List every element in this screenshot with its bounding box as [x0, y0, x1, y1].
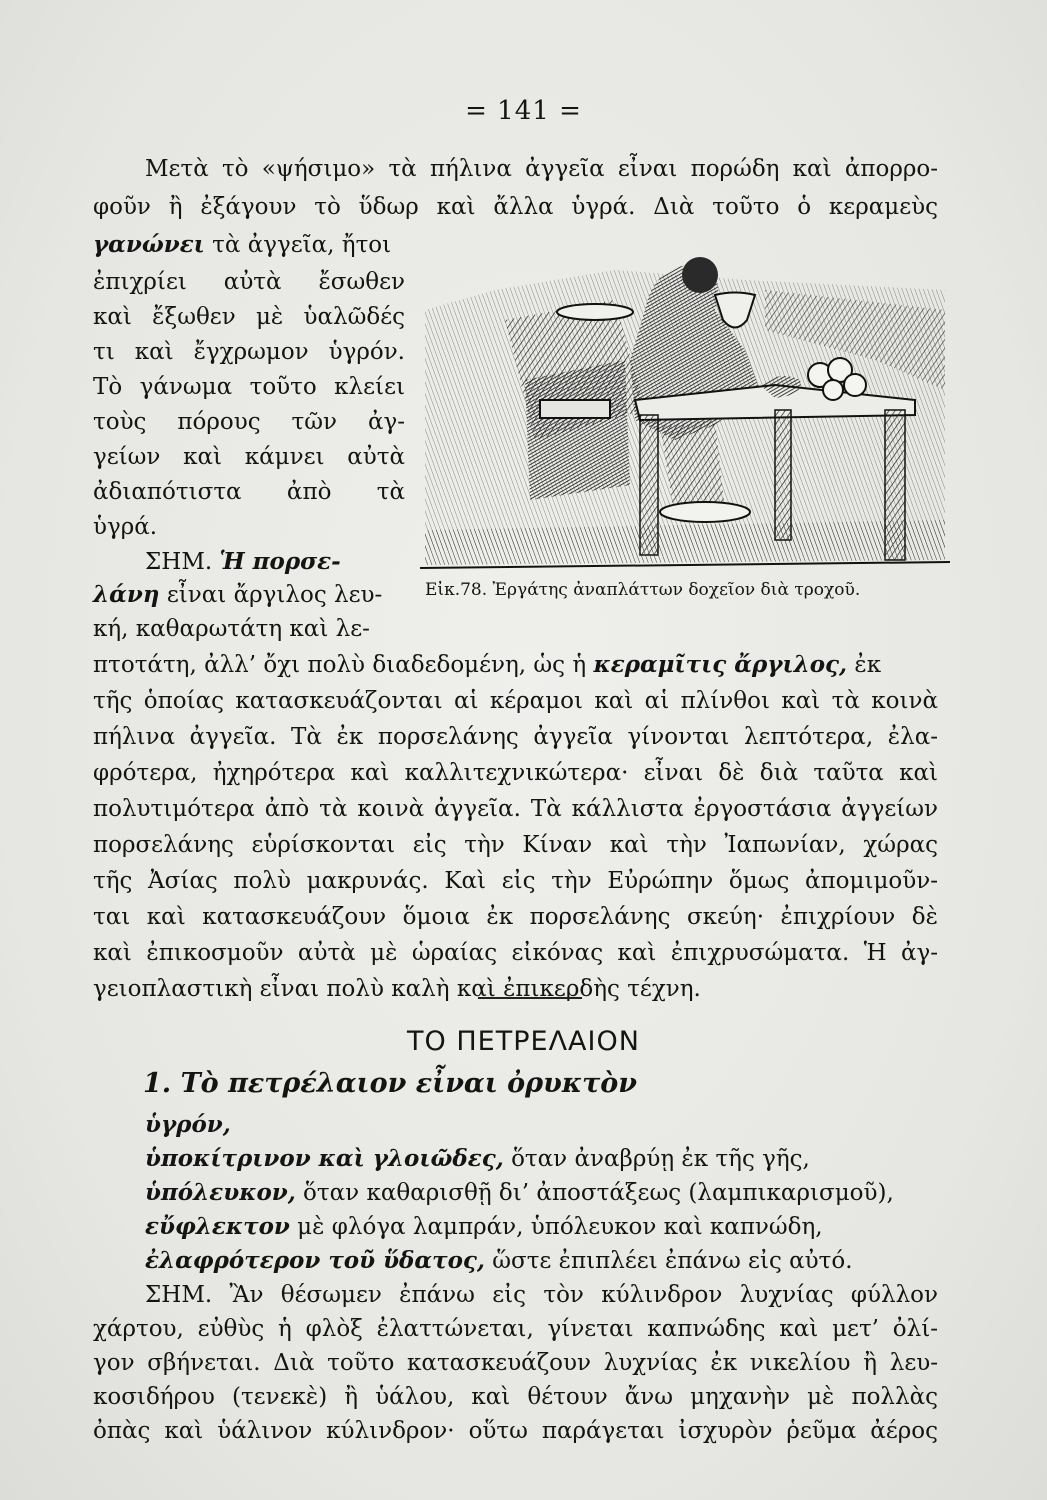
item2-rest: ὅταν ἀναβρύῃ ἐκ τῆς γῆς, [503, 1146, 810, 1172]
note1-line1 [145, 545, 405, 579]
potter-engraving [415, 250, 950, 580]
note1-line6: πήλινα ἀγγεῖα. Τὰ ἐκ πορσελάνης ἀγγεῖα γίνονται λεπτότερα, ἐλα- [93, 724, 938, 750]
note2-line2: χάρτου, εὐθὺς ἡ φλὸξ ἐλαττώνεται, γίνεται καπνώδης καὶ μετ’ ὀλί- [93, 1316, 938, 1342]
term-keramitis: κεραμῖτις ἄργιλος, [593, 651, 848, 678]
term-porselani-1: Ἡ πορσε- [219, 548, 341, 575]
note2-line3: γον σβήνεται. Διὰ τοῦτο κατασκευάζουν λυχνίας ἐκ νικελίου ἢ λευ- [93, 1350, 938, 1376]
note1-line2-rest: εἶναι ἄργιλος λευ- [159, 582, 383, 608]
note1-line12: καὶ ἐπικοσμοῦν αὐτὰ μὲ ὡραίας εἰκόνας καὶ ἐπιχρυσώματα. Ἡ ἀγ- [93, 940, 938, 966]
para1-line11: ὑγρά. [93, 514, 158, 540]
petroleum-item-liquid [145, 1108, 231, 1142]
para1-line2: φοῦν ἢ ἐξάγουν τὸ ὕδωρ καὶ ἄλλα ὑγρά. Διὰ τοῦτο ὁ κεραμεὺς [93, 194, 938, 220]
note1-line7: φρότερα, ἠχηρότερα καὶ καλλιτεχνικώτερα· εἶναι δὲ διὰ ταῦτα καὶ [93, 760, 938, 786]
page-number: = 141 = [465, 96, 582, 126]
para1-line6: τι καὶ ἔγχρωμον ὑγρόν. [93, 339, 405, 365]
figure-caption: Εἰκ.78. Ἐργάτης ἀναπλάττων δοχεῖον διὰ τροχοῦ. [425, 580, 861, 600]
para1-line7: Τὸ γάνωμα τοῦτο κλείει [93, 374, 405, 400]
term-ypolefkon: ὑπόλευκον, [145, 1179, 296, 1206]
item4-rest: μὲ φλόγα λαμπράν, ὑπόλευκον καὶ καπνώδη, [289, 1214, 823, 1240]
note1-line5: τῆς ὁποίας κατασκευάζονται αἱ κέραμοι καὶ αἱ πλίνθοι καὶ τὰ κοινὰ [93, 688, 938, 714]
para1-line4: ἐπιχρίει αὐτὰ ἔσωθεν [93, 269, 405, 295]
note1-label: ΣΗΜ. [145, 549, 213, 575]
para1-line5: καὶ ἔξωθεν μὲ ὑαλῶδές [93, 304, 405, 330]
term-ypokitrinon: ὑποκίτρινον καὶ γλοιῶδες, [145, 1145, 504, 1172]
para1-line1: Μετὰ τὸ «ψήσιμο» τὰ πήλινα ἀγγεῖα εἶναι πορώδη καὶ ἀπορρο- [145, 156, 938, 182]
note2-line4: κοσιδήρου (τενεκὲ) ἢ ὑάλου, καὶ θέτουν ἄνω μηχανὴν μὲ πολλὰς [93, 1384, 938, 1410]
term-effelekton: εὔφλεκτον [145, 1213, 290, 1240]
section-divider [478, 997, 582, 999]
item3-rest: ὅταν καθαρισθῇ δι’ ἀποστάξεως (λαμπικαρισμοῦ), [295, 1180, 894, 1206]
note1-line13: γειοπλαστικὴ εἶναι πολὺ καλὴ καὶ ἐπικερδὴς τέχνη. [93, 976, 701, 1002]
term-porselani-2: λάνη [93, 581, 160, 608]
term-elafroteron: ἐλαφρότερον τοῦ ὕδατος, [145, 1247, 485, 1274]
petroleum-item-flammable [145, 1210, 823, 1244]
note1-line4 [93, 648, 938, 682]
note1-line3: κή, καθαρωτάτη καὶ λε- [93, 616, 370, 642]
term-ganonei: γανώνει [93, 231, 205, 258]
para1-line8: τοὺς πόρους τῶν ἀγ- [93, 409, 405, 435]
note1-line10: τῆς Ἀσίας πολὺ μακρυνάς. Καὶ εἰς τὴν Εὐρώπην ὅμως ἀπομιμοῦν- [93, 868, 938, 894]
section-heading: ΤΟ ΠΕΤΡΕΛΑΙΟΝ [407, 1026, 640, 1057]
para1-line3 [93, 228, 405, 262]
note1-line9: πορσελάνης εὑρίσκονται εἰς τὴν Κίναν καὶ τὴν Ἰαπωνίαν, χώρας [93, 832, 938, 858]
petroleum-item-yellowish [145, 1142, 810, 1176]
item5-rest: ὥστε ἐπιπλέει ἐπάνω εἰς αὐτό. [484, 1248, 853, 1274]
note1-line11: ται καὶ κατασκευάζουν ὅμοια ἐκ πορσελάνης σκεύη· ἐπιχρίουν δὲ [93, 904, 938, 930]
note1-line8: πολυτιμότερα ἀπὸ τὰ κοινὰ ἀγγεῖα. Τὰ κάλλιστα ἐργοστάσια ἀγγείων [93, 796, 938, 822]
note1-line4-start: πτοτάτη, ἀλλ’ ὄχι πολὺ διαδεδομένη, ὡς ἡ [93, 652, 594, 678]
para1-line10: ἀδιαπότιστα ἀπὸ τὰ [93, 479, 405, 505]
potter-engraving-svg [415, 250, 950, 580]
term-ygron: ὑγρόν, [145, 1111, 231, 1138]
para1-line3-rest: τὰ ἀγγεῖα, ἤτοι [204, 232, 392, 258]
note2-line5: ὀπὰς καὶ ὑάλινον κύλινδρον· οὕτω παράγεται ἰσχυρὸν ῥεῦμα ἀέρος [93, 1418, 938, 1444]
note2-line1: ΣΗΜ. Ἂν θέσωμεν ἐπάνω εἰς τὸν κύλινδρον λυχνίας φύλλον [145, 1282, 938, 1308]
petroleum-item-whitish [145, 1176, 894, 1210]
petroleum-item-lighter [145, 1244, 853, 1278]
note1-line2 [93, 578, 405, 612]
note1-line4-end: ἐκ [847, 652, 882, 678]
section-title: 1. Τὸ πετρέλαιον εἶναι ὀρυκτὸν [143, 1068, 638, 1099]
para1-line9: γείων καὶ κάμνει αὐτὰ [93, 444, 405, 470]
